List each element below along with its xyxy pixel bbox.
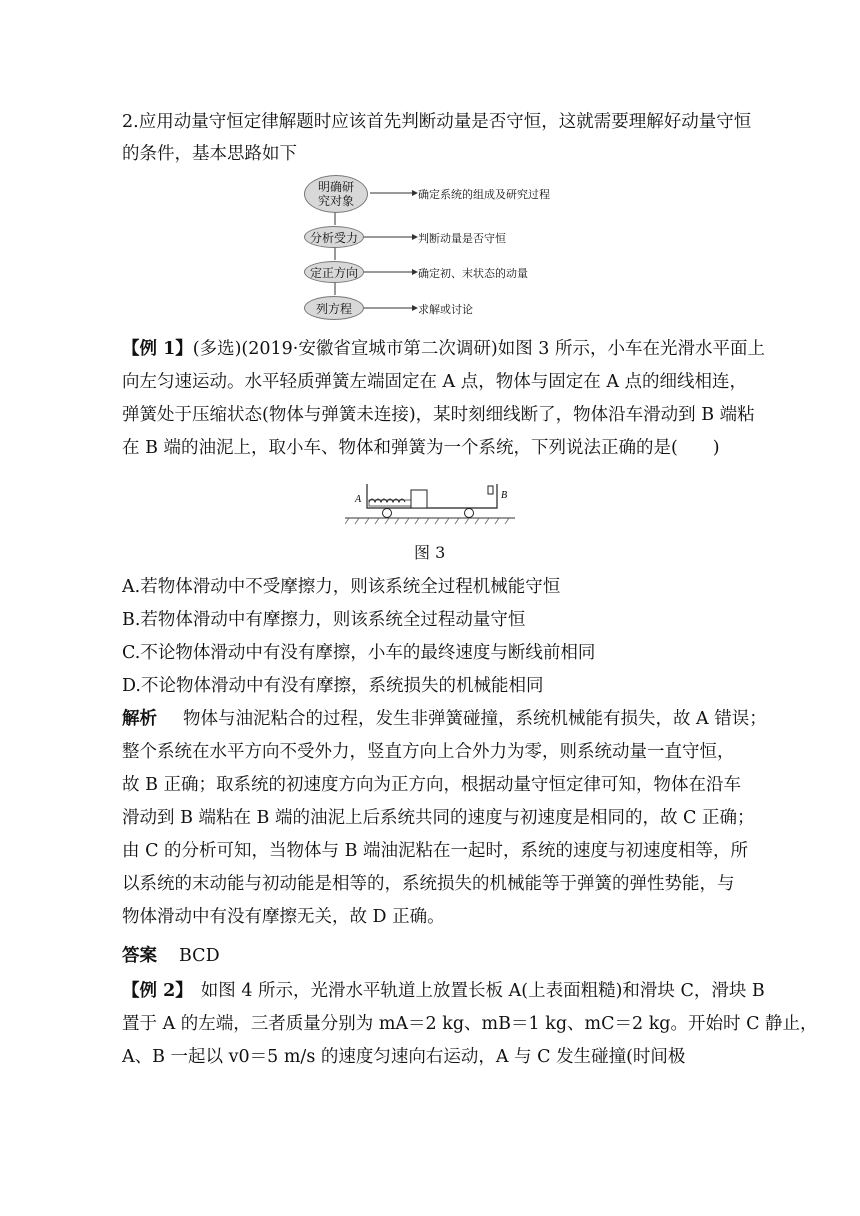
flow-text-3: 确定初、末状态的动量 xyxy=(418,267,528,280)
option-c: C.不论物体滑动中有没有摩擦，小车的最终速度与断线前相同 xyxy=(122,643,596,663)
analysis-line-2: 整个系统在水平方向不受外力，竖直方向上合外力为零，则系统动量一直守恒， xyxy=(122,742,735,762)
example2-line-1-text: 如图 4 所示，光滑水平轨道上放置长板 A(上表面粗糙)和滑块 C，滑块 B xyxy=(200,981,765,1001)
example2-line-1 xyxy=(122,979,765,1003)
analysis-line-6: 以系统的末动能与初动能是相等的，系统损失的机械能等于弹簧的弹性势能，与 xyxy=(122,874,735,894)
example2-tag: 【例 2】 xyxy=(122,981,193,1001)
cart-illustration xyxy=(345,478,515,526)
answer-line xyxy=(122,944,740,968)
analysis-line-5: 由 C 的分析可知，当物体与 B 端油泥粘在一起时，系统的速度与初速度相等，所 xyxy=(122,841,748,861)
option-b: B.若物体滑动中有摩擦力，则该系统全过程动量守恒 xyxy=(122,610,526,630)
example1-line-1-text: (多选)(2019·安徽省宣城市第二次调研)如图 3 所示，小车在光滑水平面上 xyxy=(192,339,765,359)
flow-node-equation: 列方程 xyxy=(304,296,364,320)
analysis-line-4: 滑动到 B 端粘在 B 端的油泥上后系统共同的速度与初速度是相同的，故 C 正确； xyxy=(122,808,755,828)
analysis-text-1: 物体与油泥粘合的过程，发生非弹簧碰撞，系统机械能有损失，故 A 错误； xyxy=(183,709,767,729)
flow-text-4: 求解或讨论 xyxy=(418,303,473,316)
analysis-line-7: 物体滑动中有没有摩擦无关，故 D 正确。 xyxy=(122,907,445,927)
answer-value: BCD xyxy=(179,946,220,966)
analysis-line-3: 故 B 正确；取系统的初速度方向为正方向，根据动量守恒定律可知，物体在沿车 xyxy=(122,775,741,795)
option-a: A.若物体滑动中不受摩擦力，则该系统全过程机械能守恒 xyxy=(122,577,561,597)
example1-line-3: 弹簧处于压缩状态(物体与弹簧未连接)，某时刻细线断了，物体沿车滑动到 B 端粘 xyxy=(122,405,755,425)
flowchart xyxy=(300,175,600,325)
figure-label-b: B xyxy=(501,490,508,501)
flow-text-1: 确定系统的组成及研究过程 xyxy=(418,188,550,201)
figure-3-cart-diagram xyxy=(345,478,515,526)
example2-line-2: 置于 A 的左端，三者质量分别为 mA＝2 kg、mB＝1 kg、mC＝2 kg。开始时 C 静止， xyxy=(122,1014,818,1034)
figure-label-a: A xyxy=(355,494,362,505)
flow-node-identify-line2: 究对象 xyxy=(317,194,354,208)
flow-node-identify-line1: 明确研 xyxy=(317,180,354,194)
flow-node-identify xyxy=(304,175,368,213)
example1-line-1 xyxy=(122,337,765,361)
analysis-line-1 xyxy=(122,707,767,731)
flow-node-direction: 定正方向 xyxy=(304,261,364,283)
intro-line-1: 2.应用动量守恒定律解题时应该首先判断动量是否守恒，这就需要理解好动量守恒 xyxy=(122,112,752,132)
intro-line-2: 的条件，基本思路如下 xyxy=(122,144,297,164)
flow-node-forces: 分析受力 xyxy=(304,226,364,248)
example2-line-3: A、B 一起以 v0＝5 m/s 的速度匀速向右运动，A 与 C 发生碰撞(时间极 xyxy=(122,1047,686,1067)
figure-3-caption: 图 3 xyxy=(414,543,446,562)
answer-label: 答案 xyxy=(122,946,157,966)
example1-tag: 【例 1】 xyxy=(122,339,193,359)
flow-text-2: 判断动量是否守恒 xyxy=(418,232,506,245)
analysis-label: 解析 xyxy=(122,709,157,729)
option-d: D.不论物体滑动中有没有摩擦，系统损失的机械能相同 xyxy=(122,676,544,696)
example1-line-4: 在 B 端的油泥上，取小车、物体和弹簧为一个系统，下列说法正确的是( ) xyxy=(122,438,720,458)
example1-line-2: 向左匀速运动。水平轻质弹簧左端固定在 A 点，物体与固定在 A 点的细线相连， xyxy=(122,372,748,392)
